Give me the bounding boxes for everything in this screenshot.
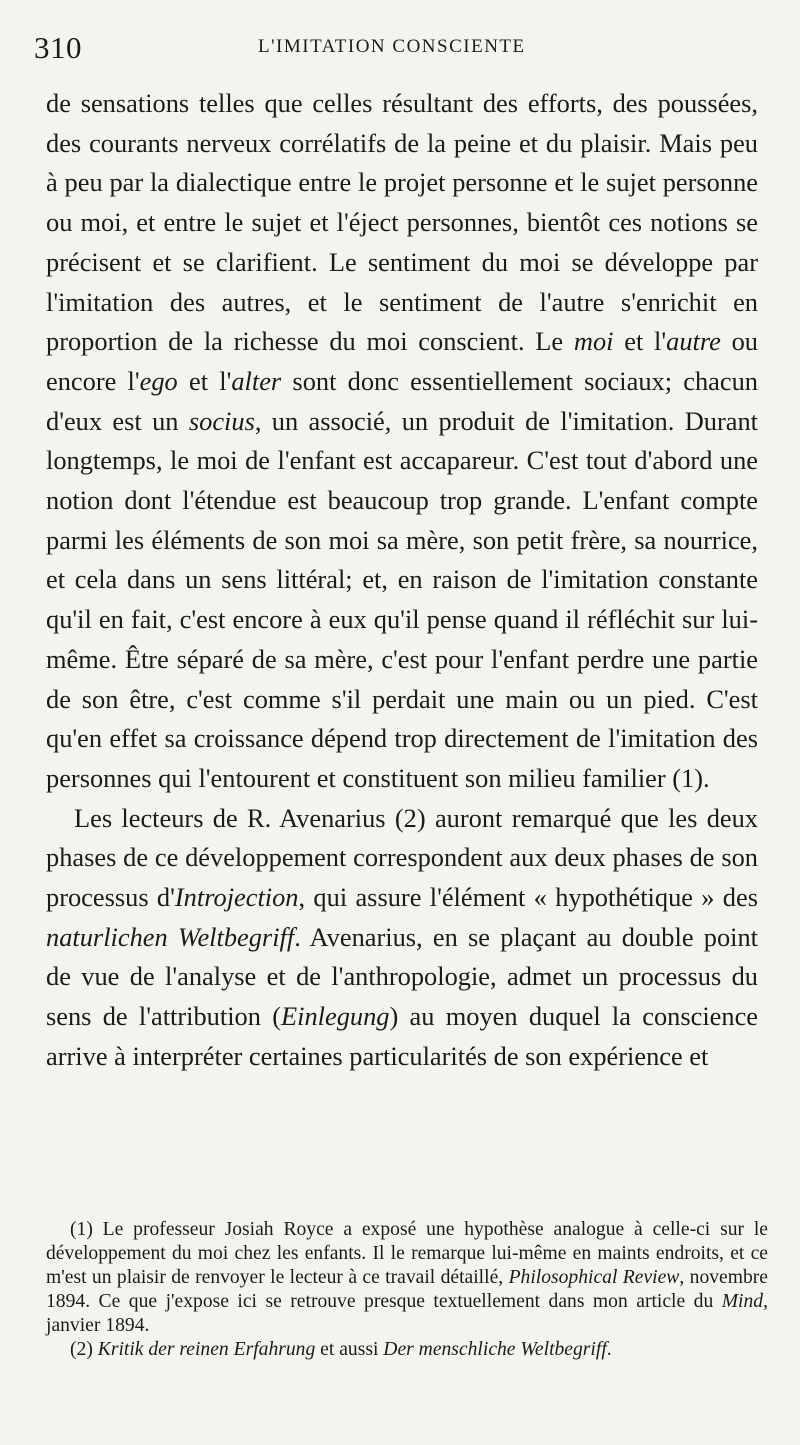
italic-mind: Mind <box>721 1290 764 1312</box>
page-number: 310 <box>34 30 82 65</box>
running-title: L'IMITATION CONSCIENTE <box>258 36 526 57</box>
italic-ego: ego <box>139 365 178 396</box>
italic-philosophical-review: Philosophical Review <box>508 1266 680 1288</box>
italic-kritik: Kritik der reinen Erfahrung <box>97 1338 316 1360</box>
footnotes <box>46 1218 768 1361</box>
paragraph-1: de sensations telles que celles résultant des efforts, des poussées, des courants nerveux corrélatifs de la peine et du plaisir. Mais peu à peu par la dialectique entre le projet personne et le sujet personne ou moi, et entre le sujet et l'éject personnes, bientôt ces notions se précisent et se clarifient. Le sentiment du moi se développe par l'imitation des autres, et le sentiment de l'autre s'enrichit en proportion de la richesse du moi conscient. Le moi et l'autre ou encore l'ego et l'alter sont donc essentiellement sociaux; chacun d'eux est un socius, un associé, un produit de l'imitation. Durant longtemps, le moi de l'enfant est accapareur. C'est tout d'abord une notion dont l'étendue est beaucoup trop grande. L'enfant compte parmi les éléments de son moi sa mère, son petit frère, sa nourrice, et cela dans un sens littéral; et, en raison de l'imitation constante qu'il en fait, c'est encore à eux qu'il pense quand il réfléchit sur lui-même. Être séparé de sa mère, c'est pour l'enfant perdre une partie de son être, c'est comme s'il perdait une main ou un pied. C'est qu'en effet sa croissance dépend trop directement de l'imitation des personnes qui l'entourent et constituent son milieu familier (1). <box>46 88 758 793</box>
italic-weltbegriff: naturlichen Weltbegriff <box>46 921 295 952</box>
italic-socius: socius <box>188 405 255 436</box>
page-header <box>34 30 760 70</box>
italic-menschliche-weltbegriff: Der menschliche Weltbegriff <box>383 1338 607 1360</box>
italic-autre: autre <box>666 326 721 357</box>
italic-introjection: Introjection <box>174 882 299 913</box>
italic-moi: moi <box>573 326 614 357</box>
paragraph-2: Les lecteurs de R. Avenarius (2) auront remarqué que les deux phases de ce développement correspondent aux deux phases de son processus d'Introjection, qui assure l'élément « hypothétique » des naturlichen Weltbegriff. Avenarius, en se plaçant au double point de vue de l'analyse et de l'anthropologie, admet un processus du sens de l'attribution (Einlegung) au moyen duquel la conscience arrive à interpréter certaines particularités de son expérience et <box>46 802 759 1071</box>
body-text <box>46 84 758 1077</box>
footnote-2: (2) Kritik der reinen Erfahrung et aussi Der menschliche Weltbegriff. <box>70 1338 612 1360</box>
footnote-1: (1) Le professeur Josiah Royce a exposé une hypothèse analogue à celle-ci sur le développement du moi chez les enfants. Il le remarque lui-même en maints endroits, et ce m'est un plaisir de renvoyer le lecteur à ce travail détaillé, Philosophical Review, novembre 1894. Ce que j'expose ici se retrouve presque textuellement dans mon article du Mind, janvier 1894. <box>46 1219 769 1336</box>
italic-einlegung: Einlegung <box>281 1001 390 1032</box>
italic-alter: alter <box>231 365 282 396</box>
